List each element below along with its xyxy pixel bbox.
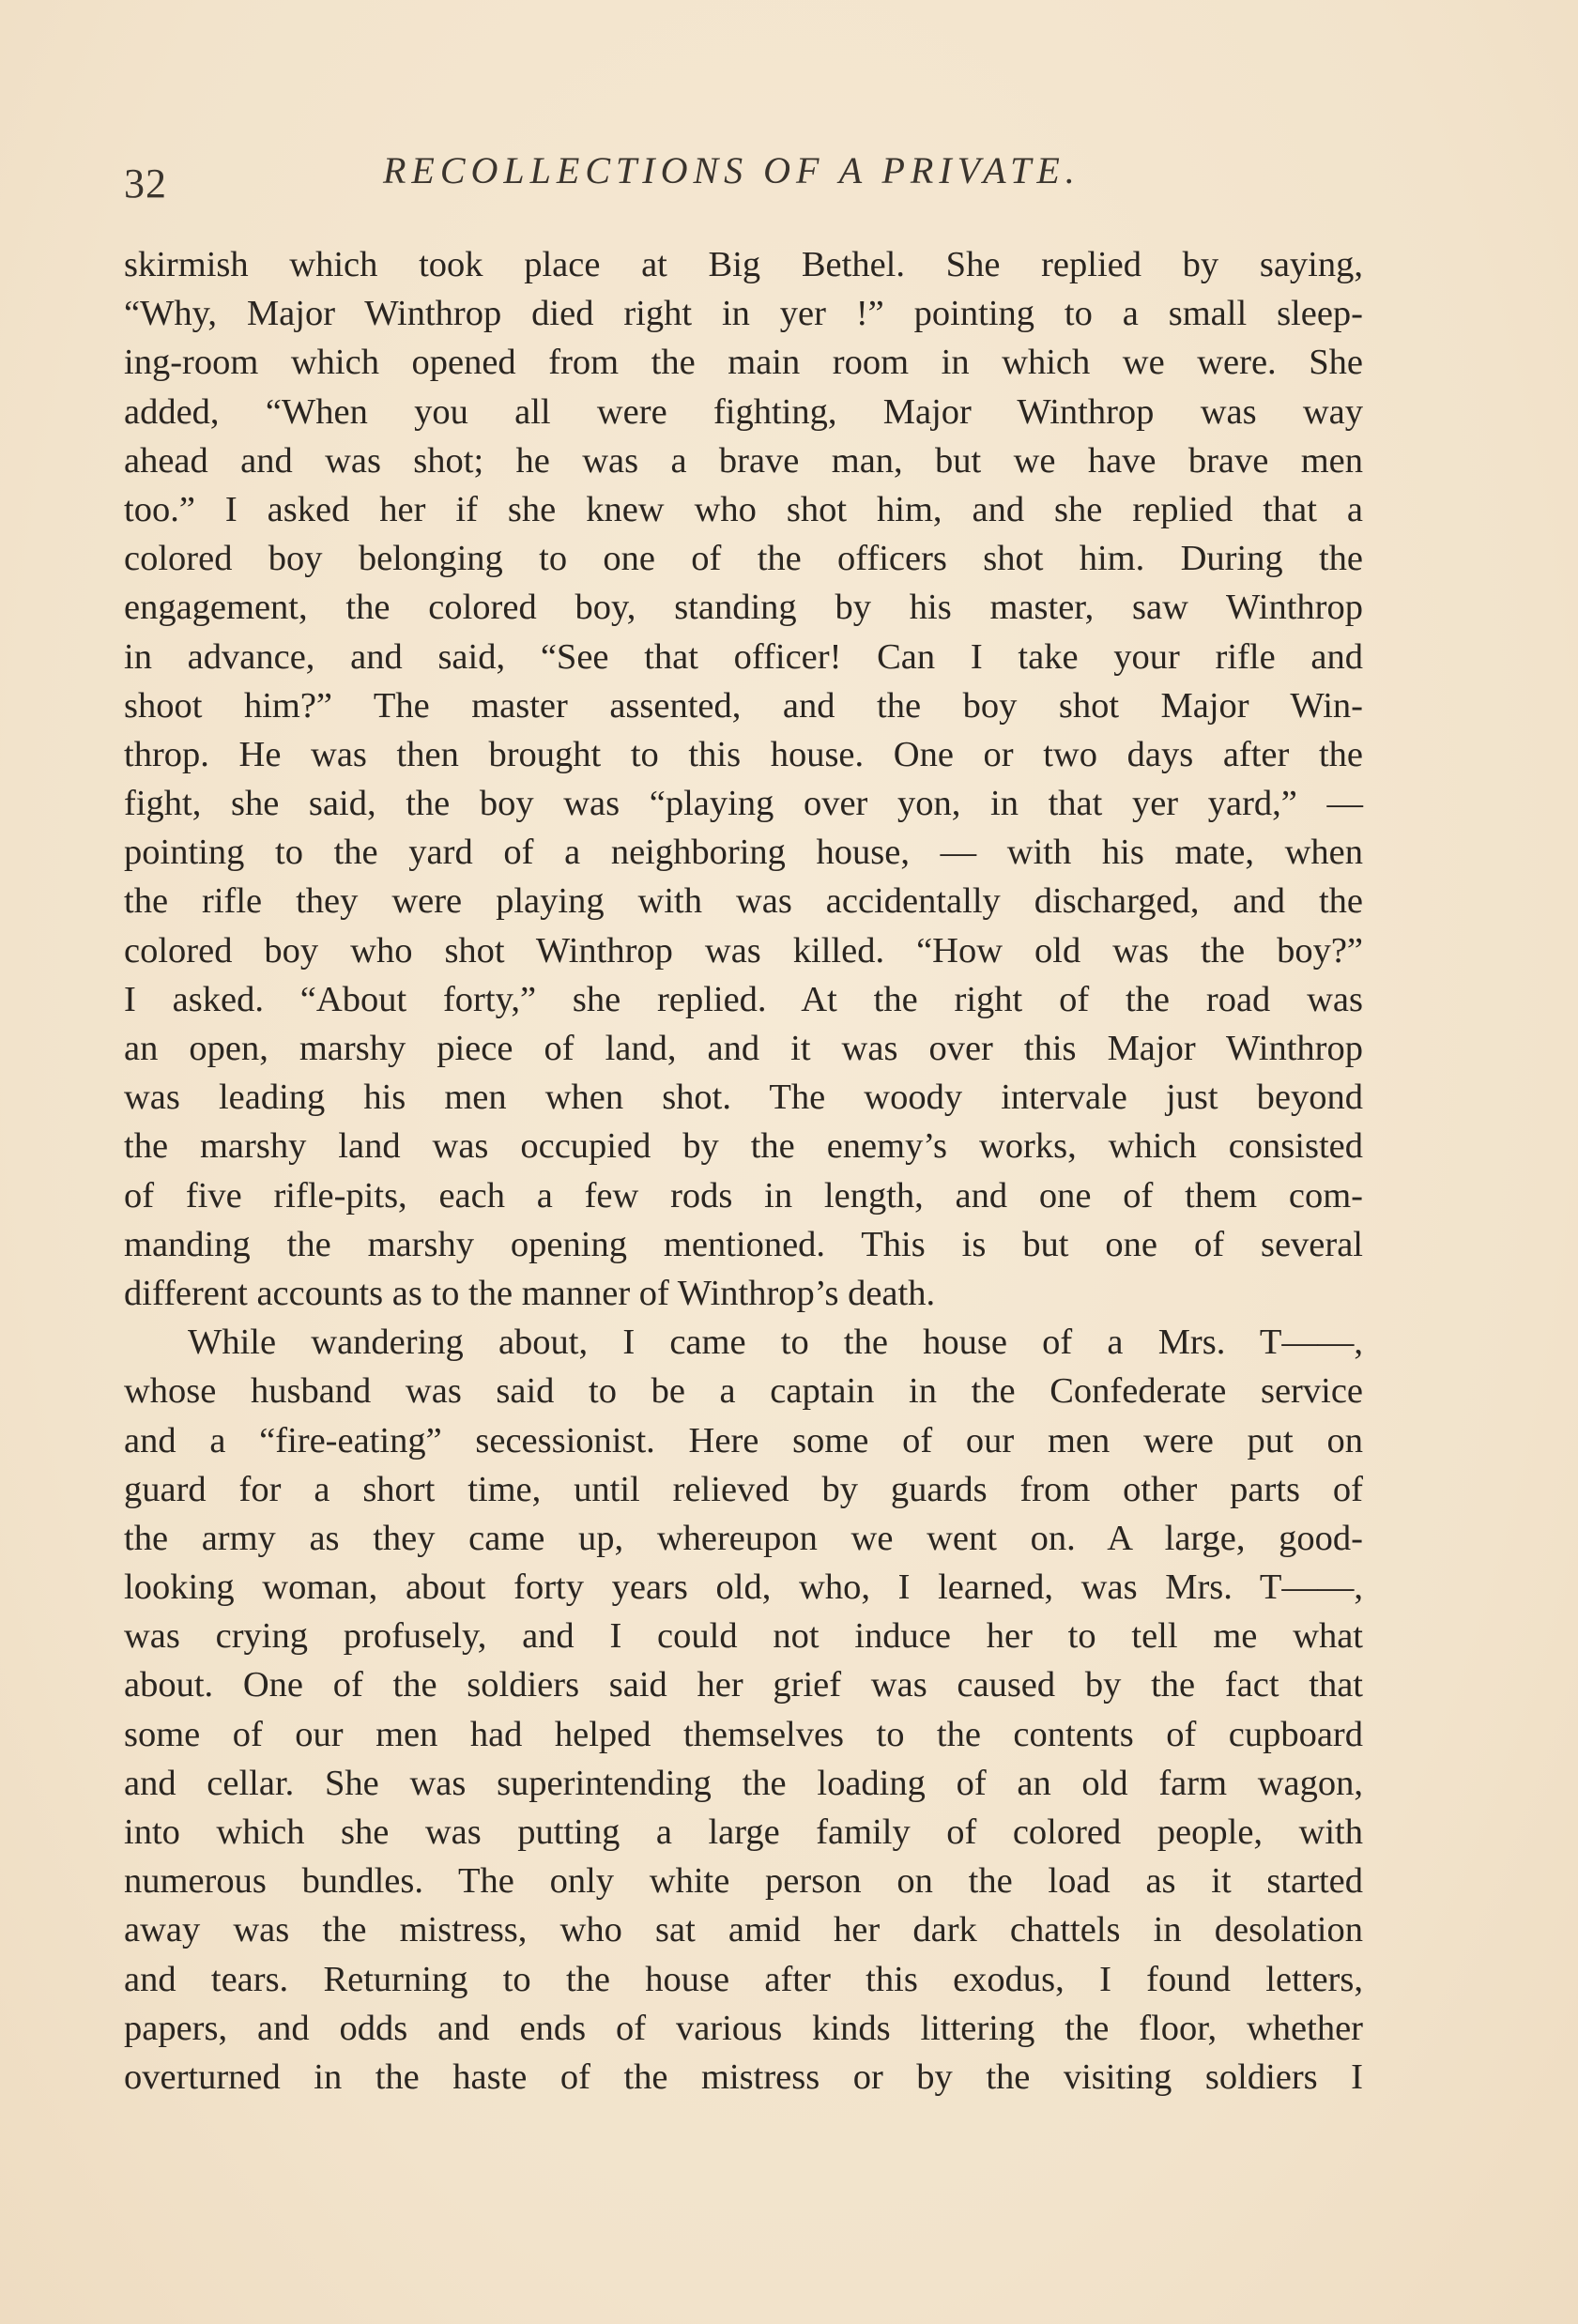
text-line: pointing to the yard of a neighboring house, — with his mate, when (124, 833, 1363, 873)
text-line: the army as they came up, whereupon we went on. A large, good- (124, 1518, 1363, 1558)
text-line: and cellar. She was superintending the loading of an old farm wagon, (124, 1763, 1363, 1803)
text-line: numerous bundles. The only white person on the load as it started (124, 1861, 1363, 1902)
text-line: of five rifle-pits, each a few rods in length, and one of them com- (124, 1175, 1363, 1216)
paragraph-2 (124, 1318, 1363, 2102)
text-line: was crying profusely, and I could not induce her to tell me what (124, 1616, 1363, 1657)
text-line: ing-room which opened from the main room in which we were. She (124, 343, 1363, 383)
text-line: into which she was putting a large family of colored people, with (124, 1812, 1363, 1852)
text-line: skirmish which took place at Big Bethel. She replied by saying, (124, 245, 1363, 284)
text-line: guard for a short time, until relieved by guards from other parts of (124, 1469, 1363, 1509)
text-line: ahead and was shot; he was a brave man, but we have brave men (124, 440, 1363, 481)
text-line: away was the mistress, who sat amid her dark chattels in desolation (124, 1910, 1363, 1950)
text-line: colored boy who shot Winthrop was killed. “How old was the boy?” (124, 930, 1363, 971)
text-line: and tears. Returning to the house after this exodus, I found letters, (124, 1959, 1363, 1999)
text-line: throp. He was then brought to this house. One or two days after the (124, 734, 1363, 774)
paragraph-1 (124, 240, 1363, 1318)
page-header (124, 148, 1363, 205)
text-line: papers, and odds and ends of various kinds littering the floor, whether (124, 2008, 1363, 2048)
text-line: was leading his men when shot. The woody intervale just beyond (124, 1078, 1363, 1118)
text-line: colored boy belonging to one of the officers shot him. During the (124, 539, 1363, 579)
body-text (124, 240, 1363, 2102)
page-number: 32 (124, 161, 167, 206)
text-line: I asked. “About forty,” she replied. At the right of the road was (124, 979, 1363, 1019)
running-head: RECOLLECTIONS OF A PRIVATE. (383, 149, 1080, 191)
text-line: fight, she said, the boy was “playing over yon, in that yer yard,” — (124, 784, 1363, 824)
text-line: and a “fire-eating” secessionist. Here some of our men were put on (124, 1420, 1363, 1460)
text-line: While wandering about, I came to the house of a Mrs. T——, (188, 1323, 1363, 1363)
text-line: engagement, the colored boy, standing by his master, saw Winthrop (124, 588, 1363, 628)
text-line: whose husband was said to be a captain in the Confederate service (124, 1371, 1363, 1412)
text-line: in advance, and said, “See that officer! Can I take your rifle and (124, 636, 1363, 677)
text-line: shoot him?” The master assented, and the boy shot Major Win- (124, 685, 1363, 726)
text-line: some of our men had helped themselves to the contents of cupboard (124, 1714, 1363, 1754)
text-line: looking woman, about forty years old, who, I learned, was Mrs. T——, (124, 1567, 1363, 1608)
text-line: added, “When you all were fighting, Major Winthrop was way (124, 391, 1363, 432)
text-line: different accounts as to the manner of Winthrop’s death. (124, 1273, 936, 1313)
text-line: an open, marshy piece of land, and it was over this Major Winthrop (124, 1029, 1363, 1068)
text-line: “Why, Major Winthrop died right in yer !” pointing to a small sleep- (124, 294, 1363, 334)
text-line: too.” I asked her if she knew who shot him, and she replied that a (124, 489, 1363, 529)
text-line: the marshy land was occupied by the enemy’s works, which consisted (124, 1126, 1363, 1167)
text-line: overturned in the haste of the mistress or by the visiting soldiers I (124, 2056, 1363, 2097)
text-line: the rifle they were playing with was accidentally discharged, and the (124, 881, 1363, 922)
text-line: about. One of the soldiers said her grief was caused by the fact that (124, 1665, 1363, 1705)
text-line: manding the marshy opening mentioned. This is but one of several (124, 1224, 1363, 1264)
